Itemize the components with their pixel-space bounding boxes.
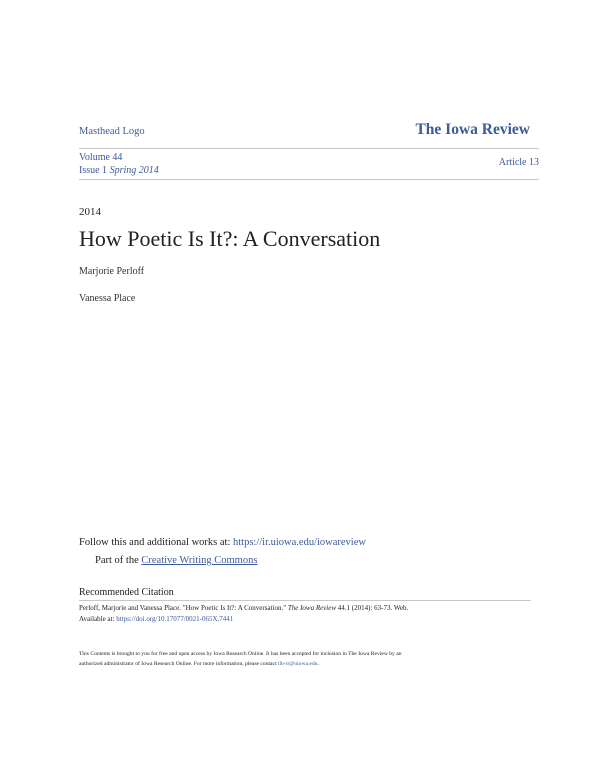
- notice-line-2: authorized administrator of Iowa Research Online. For more information, please contact: [79, 660, 277, 667]
- follow-text: Follow this and additional works at:: [79, 537, 231, 548]
- part-of-text: Part of the: [95, 555, 139, 566]
- author-2: Vanessa Place: [79, 293, 136, 304]
- publication-year: 2014: [79, 206, 101, 218]
- doi-link[interactable]: https://doi.org/10.17077/0021-065X.7441: [116, 615, 234, 623]
- notice-period: .: [317, 660, 319, 667]
- follow-line: [79, 537, 366, 548]
- citation-text: [79, 603, 529, 625]
- volume-link[interactable]: Volume 44: [79, 152, 123, 163]
- masthead-divider: [79, 148, 539, 149]
- journal-name[interactable]: The Iowa Review: [415, 121, 530, 138]
- issue-season[interactable]: Spring 2014: [109, 165, 159, 176]
- issue-link[interactable]: [79, 165, 159, 176]
- citation-divider: [79, 600, 531, 601]
- available-at-label: Available at:: [79, 615, 115, 623]
- repository-link[interactable]: https://ir.uiowa.edu/iowareview: [233, 537, 366, 548]
- contact-email-link[interactable]: lib-ir@uiowa.edu: [278, 660, 318, 667]
- article-number-link[interactable]: Article 13: [498, 157, 539, 168]
- citation-journal: The Iowa Review: [287, 604, 337, 612]
- issue-number[interactable]: Issue 1: [79, 165, 108, 176]
- citation-authors-title: Perloff, Marjorie and Vanessa Place. "How Poetic Is It?: A Conversation.": [79, 604, 287, 612]
- masthead-logo-link[interactable]: Masthead Logo: [79, 126, 145, 137]
- issue-divider: [79, 179, 539, 180]
- author-1: Marjorie Perloff: [79, 266, 145, 277]
- recommended-citation-heading: Recommended Citation: [79, 587, 174, 598]
- notice-line-1: This Contents is brought to you for free and open access by Iowa Research Online. It has been accepted for inclusion in The Iowa Review by an: [79, 651, 402, 657]
- commons-link[interactable]: Creative Writing Commons: [141, 555, 258, 566]
- citation-volume-pages: 44.1 (2014): 63-73. Web.: [337, 604, 409, 612]
- access-notice: [79, 650, 529, 669]
- part-of-line: [95, 555, 257, 566]
- article-title: How Poetic Is It?: A Conversation: [79, 226, 381, 251]
